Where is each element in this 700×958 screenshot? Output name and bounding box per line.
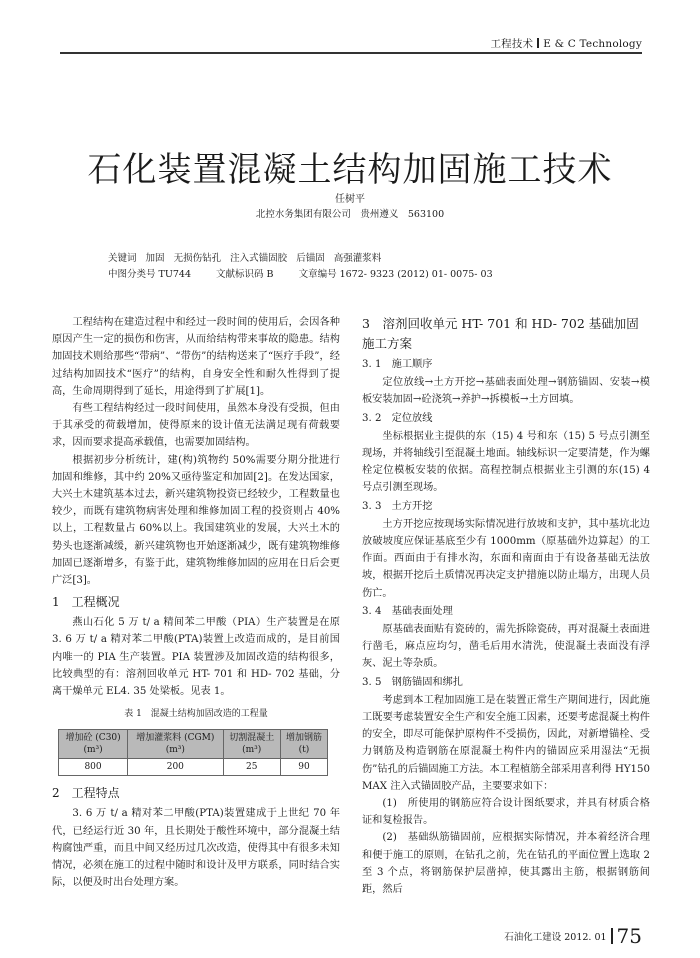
- table-cell: 25: [223, 759, 280, 776]
- keyword: 无损伤钻孔: [173, 253, 222, 264]
- subsection-heading: 3. 1 施工顺序: [362, 359, 433, 370]
- subsection-heading: 3. 5 钢筋锚固和绑扎: [362, 676, 463, 688]
- paragraph: (2) 基础纵筋锚固前，应根据实际情况，并本着经济合理和便于施工的原则，在钻孔之前，先在钻孔的平面位置上选取 2 至 3 个点，将钢筋保护层凿掉，使其露出主筋，根据钢筋间距，然后: [362, 832, 650, 896]
- author: 任树平: [335, 194, 365, 205]
- header-section-en: E & C Technology: [543, 38, 642, 50]
- page-number: 75: [616, 924, 642, 948]
- keyword: 后锚固: [296, 253, 325, 264]
- paragraph: 工程结构在建造过程中和经过一段时间的使用后，会因各种原因产生一定的损伤和伤害，从而给结构带来事故的隐患。结构加固技术则给那些“带病”、“带伤”的结构送来了“医疗手段”，经过结构加固技术“医疗”的结构，自身安全性和耐久性得到了提高，生命周期得到了延长，用途得到了扩展[1]。: [52, 317, 340, 397]
- affiliation: 北控水务集团有限公司 贵州遵义 563100: [255, 209, 445, 220]
- left-column: [52, 314, 340, 891]
- header-divider: [537, 38, 539, 48]
- page-footer: [504, 924, 642, 948]
- keyword: 加固: [145, 253, 165, 264]
- table-header: 增加钢筋 (t): [280, 730, 327, 759]
- paragraph: 根据初步分析统计，建(构)筑物约 50%需要分期分批进行加固和维修，其中约 20%又亟待鉴定和加固[2]。在发达国家，大兴土木建筑基本过去，新兴建筑物投资已经较少，工程数量也较少，而既有建筑物病害处理和维修加固工程的投资则占 40%以上，工程数量占 60%以上。我国建筑业的发展，大兴土木的势头也逐渐减缓，新兴建筑物也开始逐渐减少，既有建筑物维修加固已逐渐增多，有鉴于此，建筑物维修加固的应用在日后会更广泛[3]。: [52, 454, 340, 587]
- table-cell: 90: [280, 759, 327, 776]
- document-code: 文献标识码 B: [216, 269, 274, 280]
- table-cell: 200: [128, 759, 223, 776]
- subsection-heading: 3. 3 土方开挖: [362, 500, 433, 512]
- table-header: 增加灌浆料 (CGM) (m³): [128, 730, 223, 759]
- paragraph: 燕山石化 5 万 t/ a 精间苯二甲酸（PIA）生产装置是在原 3. 6 万 t/ a 精对苯二甲酸(PTA)装置上改造而成的，是目前国内唯一的 PIA 生产装置。PIA 装置涉及加固改造的结构很多，比较典型的有：溶剂回收单元 HT- 701 和 HD- 702 基础，分离干燥单元 EL4. 35 处梁板。见表 1。: [52, 617, 340, 698]
- right-column: [362, 314, 650, 898]
- subsection-heading: 3. 2 定位放线: [362, 412, 433, 424]
- paragraph: 有些工程结构经过一段时间使用，虽然本身没有受损，但由于其承受的荷载增加，使得原来的设计值无法满足现有荷载要求，因而要求提高承载值，也需要加固结构。: [52, 403, 340, 449]
- paragraph: 土方开挖应按现场实际情况进行放坡和支护，其中基坑北边放破坡度应保证基底至少有 1000mm（原基础外边算起）的工作面。西面由于有排水沟，东面和南面由于有设备基础无法放坡，根据开挖后土质情况再决定支护措施以防止塌方，出现人员伤亡。: [362, 518, 650, 599]
- table-header: 增加砼 (C30) (m³): [59, 730, 128, 759]
- article-number: 文章编号 1672- 9323 (2012) 01- 0075- 03: [298, 269, 493, 280]
- subsection-heading: 3. 4 基础表面处理: [362, 605, 453, 617]
- journal-issue: 石油化工建设 2012. 01: [504, 932, 607, 943]
- paragraph: 原基础表面贴有瓷砖的，需先拆除瓷砖，再对混凝土表面进行凿毛，麻点应均匀，凿毛后用水清洗，使混凝土表面没有浮灰、泥土等杂质。: [362, 624, 650, 670]
- paragraph: 定位放线→土方开挖→基础表面处理→钢筋锚固、安装→模板安装加固→砼浇筑→养护→拆模板→土方回填。: [362, 377, 650, 406]
- table-caption: 表 1 混凝土结构加固改造的工程量: [124, 709, 268, 720]
- table-cell: 800: [59, 759, 128, 776]
- paragraph: (1) 所使用的钢筋应符合设计图纸要求，并具有材质合格证和复检报告。: [362, 798, 650, 827]
- section-heading: 1 工程概况: [52, 595, 120, 610]
- table-row: [59, 759, 328, 776]
- clc-number: 中图分类号 TU744: [108, 269, 191, 280]
- table-header-row: [59, 730, 328, 759]
- keywords-label: 关键词: [108, 253, 137, 264]
- section-heading: 2 工程特点: [52, 786, 120, 801]
- keywords: [108, 250, 387, 264]
- running-header: [490, 36, 642, 51]
- header-rule: [60, 52, 642, 54]
- quantity-table: [58, 729, 328, 776]
- paragraph: 考虑到本工程加固施工是在装置正常生产期间进行，因此施工既要考虑装置安全生产和安全施工因素，还要考虑混凝土构件的安全，即尽可能保护原构件不受损伤，因此，对新增锚栓、受力钢筋及构造钢筋在原混凝土构件内的锚固应采用湿法“无损伤”钻孔的后锚固施工方法。本工程植筋全部采用喜利得 HY150 MAX 注入式锚固胶产品，主要要求如下：: [362, 694, 650, 792]
- keyword: 注入式锚固胶: [230, 253, 288, 264]
- classification: [108, 266, 515, 280]
- table-header: 切割混凝土 (m³): [223, 730, 280, 759]
- footer-divider: [611, 928, 613, 944]
- paragraph: 3. 6 万 t/ a 精对苯二甲酸(PTA)装置建成于上世纪 70 年代，已经运行近 30 年，且长期处于酸性环境中，部分混凝土结构腐蚀严重，而且中间又经历过几次改造，使得其中有很多未知情况，必须在施工的过程中随时和设计及甲方联系，同时结合实际，以便及时出台处理方案。: [52, 808, 340, 889]
- paper-title: 石化装置混凝土结构加固施工技术: [87, 150, 613, 190]
- paragraph: 坐标根据业主提供的东（15) 4 号和东（15) 5 号点引测至现场，并将轴线引至混凝土地面。轴线标识一定要清楚，作为螺栓定位模板安装的依据。高程控制点根据业主引测的东(15) 4 号点引测至现场。: [362, 430, 650, 494]
- keyword: 高强灌浆料: [333, 253, 382, 264]
- header-section-cn: 工程技术: [490, 38, 534, 50]
- section-heading: 3 溶剂回收单元 HT- 701 和 HD- 702 基础加固施工方案: [362, 316, 639, 351]
